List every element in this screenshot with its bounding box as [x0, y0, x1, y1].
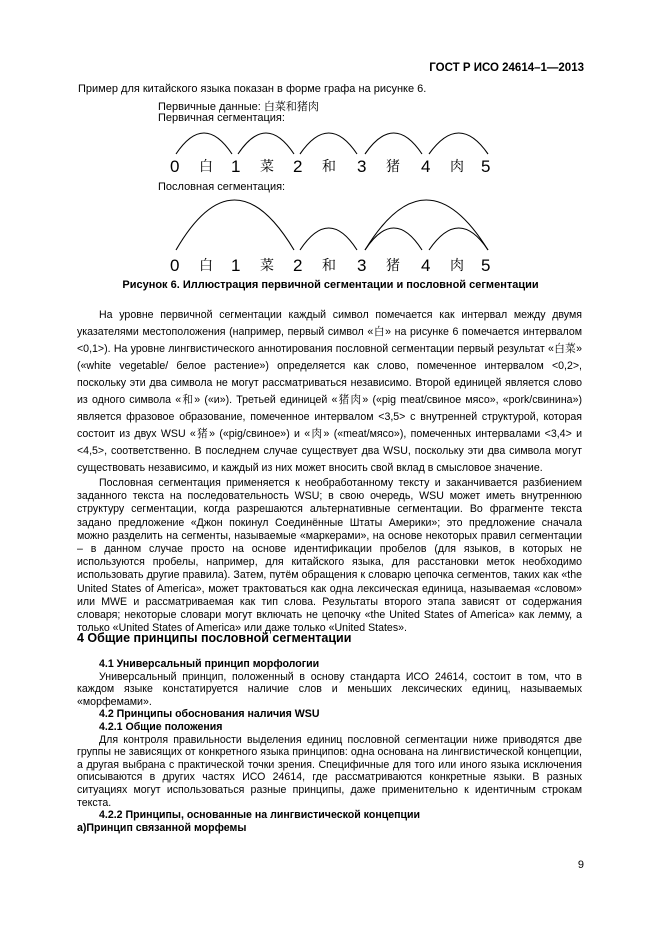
char-1: 菜	[260, 159, 274, 175]
pos-5: 5	[481, 157, 491, 176]
char-2: 和	[322, 258, 336, 274]
arc-4-5	[429, 228, 488, 250]
char-3: 猪	[386, 258, 400, 274]
primary-data-text: 白菜和猪肉	[263, 100, 319, 113]
section-4-1-text: Универсальный принцип, положенный в основу стандарта ИСО 24614, состоит в том, что в каждом языке констатируется наличие слов и меньших лексических единиц, называемых «морфемами».	[77, 670, 582, 708]
arc-2-3	[300, 133, 357, 154]
section-4-body	[77, 658, 582, 834]
arc-1-2	[238, 133, 294, 154]
section-4-title: 4 Общие принципы пословной сегментации	[77, 631, 352, 645]
char-1: 菜	[260, 258, 274, 274]
pos-1: 1	[231, 256, 241, 275]
pos-2: 2	[293, 157, 303, 176]
pos-5: 5	[481, 256, 491, 275]
pos-3: 3	[357, 157, 367, 176]
pos-1: 1	[231, 157, 241, 176]
arc-3-4	[365, 228, 422, 250]
char-3: 猪	[386, 159, 400, 175]
char-4: 肉	[450, 258, 464, 274]
primary-segmentation-graph	[160, 116, 500, 178]
primary-segmentation-label: Первичная сегментация:	[158, 112, 285, 124]
pos-4: 4	[421, 256, 431, 275]
pos-0: 0	[170, 256, 180, 275]
figure-caption: Рисунок 6. Иллюстрация первичной сегментации и пословной сегментации	[122, 279, 539, 291]
word-segmentation-graph	[160, 188, 500, 274]
section-4-2-1-text: Для контроля правильности выделения единиц пословной сегментации ниже приводятся две группы не зависящих от конкретного языка принципов: одна основана на лингвистической концепции, а другая выбрана с практической точки зрения. Специфичные для того или иного языка исключения описываются в других частях ИСО 24614, где рассматриваются конкретные языки. В разных ситуациях могут использоваться разные принципы, даже применительно к идентичным строкам текста.	[77, 733, 582, 809]
primary-data-label: Первичные данные:	[158, 101, 264, 113]
arc-0-1	[176, 133, 232, 154]
char-4: 肉	[450, 159, 464, 175]
pos-0: 0	[170, 157, 180, 176]
section-4-1-title: 4.1 Универсальный принцип морфологии	[99, 658, 320, 670]
section-4-2-1-title: 4.2.1 Общие положения	[99, 720, 223, 733]
pos-4: 4	[421, 157, 431, 176]
pos-3: 3	[357, 256, 367, 275]
char-2: 和	[322, 159, 336, 175]
pos-2: 2	[293, 256, 303, 275]
paragraph-primary-segmentation: На уровне первичной сегментации каждый символ помечается как интервал между двумя указателями местоположения (например, первый символ «白» на рисунке 6 помечается интервалом <0,1>). На уровне лингвистического аннотирования пословной сегментации первый результат «白菜» («white vegetable/ белое растение») определяется как слово, помеченное интервалом <0,2>, поскольку эти два символа не могут рассматриваться независимо. Второй единицей является слово из одного символа «和» («и»). Третьей единицей «猪肉» («pig meat/свиное мясо», «pork/свинина») является фразовое образование, помеченное интервалом <3,5> с внутренней структурой, которая состоит из двух WSU «猪» («pig/свиное») и «肉» («meat/мясо»), помеченных интервалами <3,4> и <4,5>, соответственно. В последнем случае существует два WSU, поскольку эти два символа могут существовать независимо, и каждый из них может вносить свой вклад в смысловое значение.	[77, 309, 582, 474]
paragraph-word-segmentation: Пословная сегментация применяется к необработанному тексту и заканчивается разбиением заданного текста на последовательность WSU; в свою очередь, WSU может иметь внутреннюю структуру сегментации, когда разрешаются альтернативные сегментации. Во фрагменте текста задано предложение «Джон покинул Соединённые Штаты Америки»; это предложение сначала можно разделить на сегменты, называемые «маркерами», на основе некоторых правил сегментации – в данном случае просто на основе идентификации пробелов (для языков, в которых не используются пробелы, например, для китайского языка, для расстановки меток необходимо использовать другие правила). Затем, путём обращения к словарю цепочка сегментов, таких как «the United States of America», может трактоваться как одна лексическая единица, называемая «словом» или MWE и рассматриваемая как тип слова. Результаты второго этапа зависят от содержания словаря; некоторые словари могут включать не цепочку «the United States of America» как лемму, а только «United States of America» или даже только «United States».	[77, 477, 582, 635]
word-segmentation-label: Пословная сегментация:	[158, 181, 286, 193]
document-header: ГОСТ Р ИСО 24614–1—2013	[429, 62, 584, 74]
char-0: 白	[199, 258, 213, 274]
char-0: 白	[199, 159, 213, 175]
arc-2-3	[300, 228, 357, 250]
arc-4-5	[429, 133, 488, 154]
arc-3-5	[365, 200, 488, 250]
section-4-2-2-title: 4.2.2 Принципы, основанные на лингвистической концепции	[99, 809, 421, 822]
principle-a-title: а)Принцип связанной морфемы	[77, 821, 247, 834]
page-number: 9	[577, 859, 584, 871]
figure-intro: Пример для китайского языка показан в форме графа на рисунке 6.	[78, 83, 427, 95]
section-4-2-title: 4.2 Принципы обоснования наличия WSU	[99, 708, 320, 721]
arc-3-4	[365, 133, 422, 154]
body-text	[77, 307, 582, 635]
arc-0-2	[176, 200, 294, 250]
